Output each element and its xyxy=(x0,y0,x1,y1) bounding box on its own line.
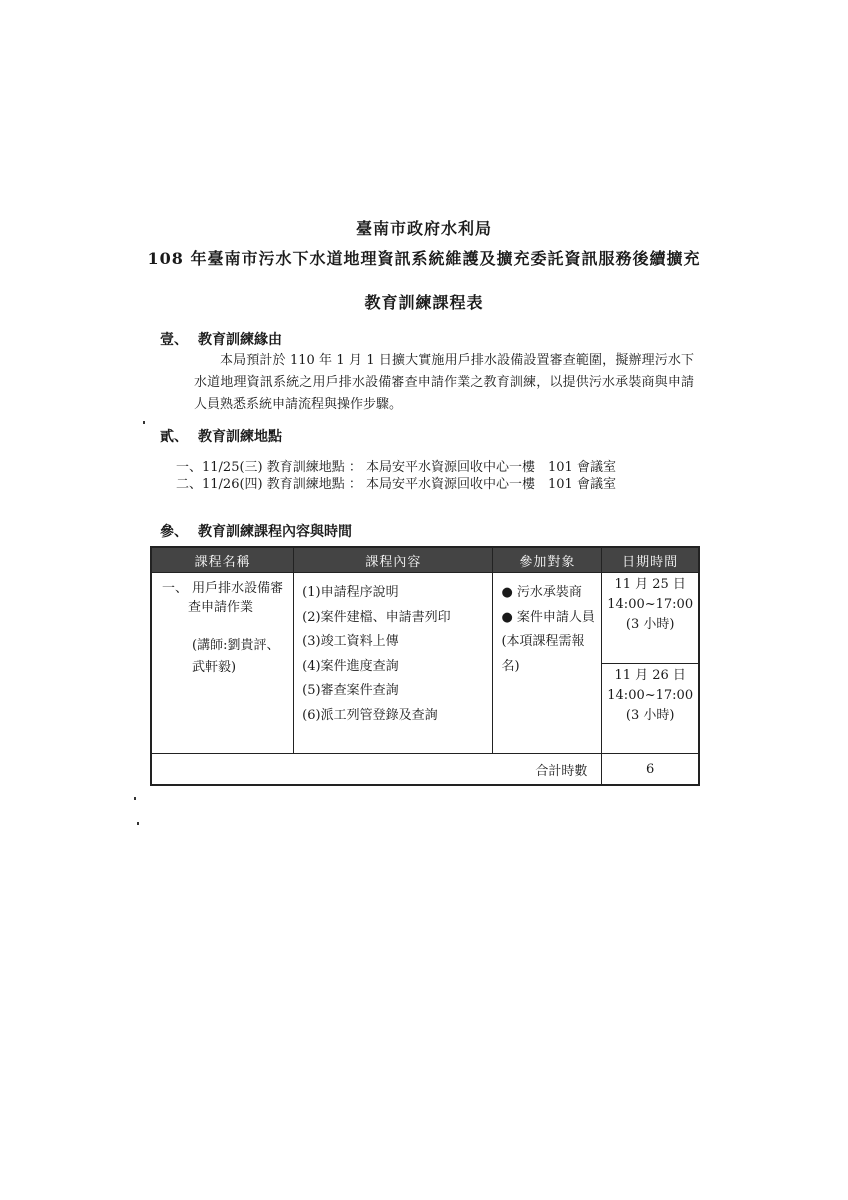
section-number: 參、 xyxy=(160,524,188,540)
document-title: 教育訓練課程表 xyxy=(364,293,484,312)
registration-note: (本項課程需報 xyxy=(501,634,585,649)
session-date: 11 月 26 日 xyxy=(614,667,686,683)
section-title: 教育訓練課程內容與時間 xyxy=(198,524,352,540)
bullet-icon: ● xyxy=(501,585,513,600)
header-datetime: 日期時間 xyxy=(602,547,699,573)
content-item: (6)派工列管登錄及查詢 xyxy=(302,707,438,723)
content-item: (3)竣工資料上傳 xyxy=(302,634,399,649)
instructor-line: 武軒毅) xyxy=(192,660,237,675)
header-course-content: 課程內容 xyxy=(294,547,493,573)
total-hours-value: 6 xyxy=(602,754,699,786)
section-heading-reason xyxy=(160,329,282,349)
instructor-note xyxy=(162,635,289,679)
session-date: 11 月 25 日 xyxy=(614,577,686,592)
total-hours-label: 合計時數 xyxy=(151,754,602,786)
content-item: (1)申請程序說明 xyxy=(302,585,399,600)
content-item: (5)審查案件查詢 xyxy=(302,683,399,698)
course-table xyxy=(150,546,700,786)
section-heading-location xyxy=(160,426,282,446)
content-item: (4)案件進度查詢 xyxy=(302,658,399,674)
content-item: (2)案件建檔、申請書列印 xyxy=(302,609,451,625)
session-cell-2 xyxy=(602,663,699,754)
section-number: 貳、 xyxy=(160,429,188,445)
session-cell-1 xyxy=(602,573,699,664)
header-participants: 參加對象 xyxy=(493,547,602,573)
registration-note: 名) xyxy=(501,658,520,674)
course-name-line: 一、 用戶排水設備審 xyxy=(162,581,284,596)
reason-paragraph: 本局預計於 110 年 1 月 1 日擴大實施用戶排水設備設置審查範圍，擬辦理污水下水道地理資訊系統之用戶排水設備審查申請作業之教育訓練，以提供污水承裝商與申請人員熟悉系統申請流程與操作步驟。 xyxy=(194,353,694,412)
course-name-cell xyxy=(151,573,294,754)
scan-speck xyxy=(143,421,145,424)
session-hours: (3 小時) xyxy=(625,617,675,632)
scan-speck xyxy=(137,822,139,825)
agency-title: 臺南市政府水利局 xyxy=(355,219,492,238)
course-name-line: 查申請作業 xyxy=(162,600,254,615)
project-title: 108 年臺南市污水下水道地理資訊系統維護及擴充委託資訊服務後續擴充 xyxy=(147,249,701,268)
participant-item: ● 案件申請人員 xyxy=(501,609,595,625)
course-content-cell xyxy=(294,573,493,754)
location-item-1: 一、11/25(三) 教育訓練地點 ： 本局安平水資源回收中心一樓 101 會議室 xyxy=(176,460,616,475)
section-title: 教育訓練緣由 xyxy=(198,332,282,348)
session-time: 14:00~17:00 xyxy=(607,687,694,703)
table-header-row xyxy=(151,547,699,573)
participant-item: ● 污水承裝商 xyxy=(501,585,582,600)
table-row xyxy=(151,573,699,664)
section-heading-schedule xyxy=(160,521,352,541)
instructor-line: (講師:劉貴評、 xyxy=(192,638,280,653)
participants-cell xyxy=(493,573,602,754)
location-item-2: 二、11/26(四) 教育訓練地點 ： 本局安平水資源回收中心一樓 101 會議室 xyxy=(176,477,616,492)
section-title: 教育訓練地點 xyxy=(198,429,282,445)
session-time: 14:00~17:00 xyxy=(607,597,694,612)
section-number: 壹、 xyxy=(160,332,188,348)
session-hours: (3 小時) xyxy=(625,707,675,723)
header-course-name: 課程名稱 xyxy=(151,547,294,573)
bullet-icon: ● xyxy=(501,609,513,625)
total-row xyxy=(151,754,699,786)
scan-speck xyxy=(134,797,136,800)
